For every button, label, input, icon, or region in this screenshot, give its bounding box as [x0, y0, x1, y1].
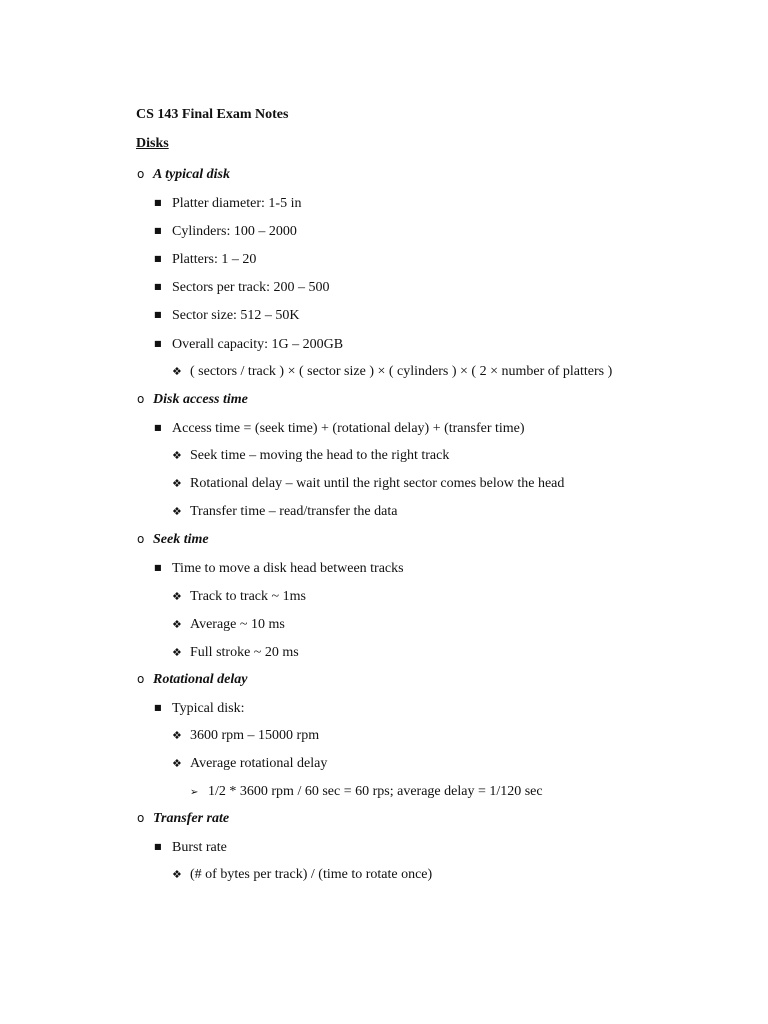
circle-bullet-icon: o [137, 392, 145, 406]
diamond-bullet-icon: ❖ [172, 729, 182, 742]
document-title: CS 143 Final Exam Notes [136, 107, 289, 122]
topic-transfer-rate [137, 810, 229, 827]
list-subitem-text: Seek time – moving the head to the right track [190, 448, 450, 463]
list-subitem [172, 728, 319, 744]
list-item-text: Sectors per track: 200 – 500 [172, 280, 330, 295]
diamond-bullet-icon: ❖ [172, 365, 182, 378]
square-bullet-icon: ■ [154, 254, 162, 263]
list-item [154, 560, 404, 577]
list-subitem [172, 364, 612, 380]
list-item [154, 195, 301, 212]
topic-typical-disk [137, 166, 230, 183]
list-item-text: Access time = (seek time) + (rotational delay) + (transfer time) [172, 421, 525, 436]
diamond-bullet-icon: ❖ [172, 757, 182, 770]
square-bullet-icon: ■ [154, 842, 162, 851]
list-item-text: Platter diameter: 1-5 in [172, 196, 302, 211]
list-item-text: Cylinders: 100 – 2000 [172, 224, 297, 239]
list-item-text: Burst rate [172, 840, 227, 855]
list-item-text: Typical disk: [172, 701, 245, 716]
topic-disk-access-time [137, 391, 248, 408]
list-item-text: Platters: 1 – 20 [172, 252, 257, 267]
square-bullet-icon: ■ [154, 226, 162, 235]
diamond-bullet-icon: ❖ [172, 590, 182, 603]
diamond-bullet-icon: ❖ [172, 449, 182, 462]
capacity-formula: ( sectors / track ) × ( sector size ) × ( cylinders ) × ( 2 × number of platters ) [190, 364, 613, 379]
diamond-bullet-icon: ❖ [172, 477, 182, 490]
list-item [154, 279, 329, 296]
arrow-bullet-icon: ➢ [190, 787, 199, 798]
list-subitem-text: 3600 rpm – 15000 rpm [190, 728, 320, 743]
list-subitem-text: Average ~ 10 ms [190, 617, 285, 632]
list-subitem-text: Average rotational delay [190, 756, 328, 771]
square-bullet-icon: ■ [154, 198, 162, 207]
list-subitem [172, 756, 327, 772]
list-subitem [172, 589, 306, 605]
square-bullet-icon: ■ [154, 310, 162, 319]
list-item-text: Sector size: 512 – 50K [172, 308, 300, 323]
topic-heading: Transfer rate [153, 811, 230, 826]
list-subitem-text: Rotational delay – wait until the right sector comes below the head [190, 476, 565, 491]
list-subitem-text: Full stroke ~ 20 ms [190, 645, 299, 660]
diamond-bullet-icon: ❖ [172, 618, 182, 631]
list-subitem [172, 617, 285, 633]
list-item [154, 420, 525, 437]
list-item [154, 251, 256, 268]
circle-bullet-icon: o [137, 672, 145, 686]
topic-heading: A typical disk [153, 167, 230, 182]
diamond-bullet-icon: ❖ [172, 505, 182, 518]
square-bullet-icon: ■ [154, 563, 162, 572]
square-bullet-icon: ■ [154, 282, 162, 291]
topic-rotational-delay [137, 671, 248, 688]
list-subitem-text: Transfer time – read/transfer the data [190, 504, 398, 519]
list-item-text: Overall capacity: 1G – 200GB [172, 337, 344, 352]
list-subitem [172, 448, 449, 464]
square-bullet-icon: ■ [154, 423, 162, 432]
square-bullet-icon: ■ [154, 703, 162, 712]
circle-bullet-icon: o [137, 532, 145, 546]
topic-heading: Rotational delay [153, 672, 248, 687]
list-item [154, 700, 245, 717]
list-subitem [172, 867, 432, 883]
list-subitem-text: Track to track ~ 1ms [190, 589, 306, 604]
list-subitem [172, 645, 299, 661]
list-item-text: Time to move a disk head between tracks [172, 561, 404, 576]
list-detail-text: 1/2 * 3600 rpm / 60 sec = 60 rps; average delay = 1/120 sec [208, 784, 543, 799]
list-subitem [172, 504, 397, 520]
list-item [154, 223, 297, 240]
topic-heading: Seek time [153, 532, 209, 547]
circle-bullet-icon: o [137, 167, 145, 181]
list-subitem-text: (# of bytes per track) / (time to rotate once) [190, 867, 433, 882]
list-detail [190, 784, 543, 801]
circle-bullet-icon: o [137, 811, 145, 825]
list-item [154, 839, 227, 856]
topic-heading: Disk access time [153, 392, 248, 407]
list-item [154, 336, 343, 353]
section-heading-disks: Disks [136, 136, 169, 151]
square-bullet-icon: ■ [154, 339, 162, 348]
list-item [154, 307, 300, 324]
list-subitem [172, 476, 564, 492]
diamond-bullet-icon: ❖ [172, 646, 182, 659]
diamond-bullet-icon: ❖ [172, 868, 182, 881]
topic-seek-time [137, 531, 209, 548]
